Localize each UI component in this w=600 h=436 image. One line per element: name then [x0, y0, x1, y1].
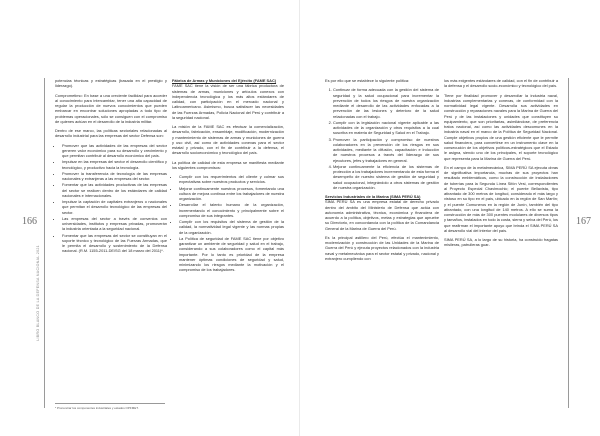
- list-item: 1. Continuar de forma adecuada con la gestión del sistema de seguridad y la salud ocupacional para incrementar la prevención de todos los riesgos de nuestra organización mediante el desarrollo de las actividades enfocadas a la prevención de las lesiones y deterioro de la salud relacionadas con el trabajo.: [333, 87, 439, 119]
- left-column-1: [55, 78, 167, 258]
- right-column-1: [325, 78, 439, 265]
- paragraph: Comprometimo: En base a una creciente facilidad para acceder al conocimiento para intercambiar, tener una alta capacidad de regular la producción de nuevos conocimientos que pueden embarcar en encontrar soluciones apropiadas a todo tipo de problemas operacionales, sólo se consiguen con el compromiso de quienes actúan en el desarrollo de la industria militar.: [55, 92, 167, 124]
- list-item: • Impulsar en las empresas del sector el desarrollo científico y tecnológico, y productivo hacia la tecnología.: [62, 159, 167, 170]
- list-item: • Mejorar continuamente nuestros procesos, fomentando una cultura de mejora continua entre los trabajadores de nuestra organización.: [179, 186, 284, 202]
- paragraph: FAME SAC tiene la visión de ser una fábrica productora de sistemas de armas, municiones y artículos conexos con independencia tecnológica y los más altos estándares de calidad, con participación en el mercado nacional y Latinoamericano. Asimismo, busca satisfacer las necesidades de las Fuerzas Armadas, Policía Nacional del Perú y contribuir a la seguridad nacional.: [172, 83, 284, 120]
- safety-list: [325, 87, 439, 190]
- paragraph: Es la principal astillero del Perú, efectúa el mantenimiento, modernización y construcción de las Unidades de la Marina de Guerra del Perú y ejecuta proyectos relacionados con la industria naval y metalmecánica para el sector estatal y privado, nacional y extranjero cumpliendo con: [325, 234, 439, 261]
- right-margin-rule: [568, 78, 569, 408]
- footnote: * Pronunciar los componentes industriales y estados OPFMET.: [55, 403, 165, 410]
- right-column-2: [444, 78, 558, 252]
- list-item: • Promover que las actividades de las empresas del sector generen valor económico para su desarrollo y crecimiento y que permitan contribuir al desarrollo económico del país.: [62, 143, 167, 159]
- policy-list: [55, 143, 167, 254]
- paragraph: La misión de la FAME SAC es efectuar la comercialización, desarrollo, fabricación, ensamblaje, modificación, modernización y mantenimiento de sistemas de armas y municiones de guerra y uso civil, así como de actividades conexas para el sector estatal y privado, con el fin de contribuir a la defensa, el desarrollo socioeconómico y tecnológico del país.: [172, 124, 284, 156]
- list-item: 2. Cumplir con la legislación nacional vigente aplicable a las actividades de la organización y otros requisitos a la cual suscriba en materia de Seguridad y Salud en el Trabajo.: [333, 120, 439, 136]
- paragraph: SIMA PERÚ SA, a lo largo de su historia, ha construido fragatas misileras, patrulleras guar-: [444, 237, 558, 248]
- quality-list: [172, 174, 284, 273]
- left-page-number: 166: [22, 216, 37, 227]
- paragraph: La política de calidad de esta empresa se manifiesta mediante los siguientes compromisos:: [172, 159, 284, 170]
- paragraph: En el campo de la metalmecánica, SIMA PERÚ SA ejecuta obras de significativa importancia, muchas de sus proyectos han resultado emblemáticos, como la construcción de instalaciones de tuberías para la Segunda Línea Sifón Vesi, correspondientes al Proyecto Especial Chavimochic; el puente Bellavista, tipo atirantado de 300 metros de longitud, considerado el más largo y vistoso en su tipo en el país, ubicado en la región de San Martín; y el puente Comuneros en la región de Junín, también del tipo atirantado, con una longitud de 140 metros. A ello se suma la construcción de más de 300 puentes modulares de diversos tipos y tamaños, instalados en todo la costa, sierra y selva del Perú, los que reafirman el importante apoyo que brinda el SIMA PERÚ SA al desarrollo vial del interior del país.: [444, 164, 558, 233]
- list-item: • Impulsar la captación de capitales extranjeros o nacionales que permitan el desarrollo tecnológico de las empresas del sector.: [62, 199, 167, 215]
- paragraph: potencias técnicas y estratégicas (basada en el prestigio y liderazgo).: [55, 78, 167, 89]
- right-page-number: 167: [576, 216, 591, 227]
- list-item: • Promover la transferencia de tecnología de las empresas nacionales y extranjeras a las empresas del sector.: [62, 171, 167, 182]
- left-column-2: [172, 78, 284, 277]
- left-margin-rule: [44, 78, 45, 408]
- paragraph: SIMA PERÚ SA es una empresa estatal de derecho privado dentro del ámbito del Ministerio de Defensa que actúa con autonomía administrativa, técnica, económica y financiera de acuerdo a la política, objetivos, metas y estrategias que apruebe su Directorio, en concordancia con la política de la Comandancia General de la Marina de Guerra del Perú.: [325, 199, 439, 231]
- section-heading: Fábrica de Armas y Municiones del Ejército (FAME SAC): [172, 78, 277, 83]
- section-heading: Servicios Industriales de la Marina (SIMA PERÚ SA): [325, 194, 421, 199]
- list-item: • La Política de seguridad de FAME SAC tiene por objetivo garantizar un ambiente de seguridad y salud en el trabajo, considerando a sus colaboradores como el capital más importante. Por lo tanto es prioridad de la empresa mantener óptimas condiciones de seguridad y salud, minimizando los riesgos mediante la motivación y el compromiso de los trabajadores.: [179, 236, 284, 273]
- running-title: LIBRO BLANCO DE LA DEFENSA NACIONAL 2021: [36, 245, 40, 341]
- paragraph: Es por ello que se establece lo siguiente política:: [325, 78, 410, 83]
- list-item: • Cumplir con los requerimientos del cliente y colmar sus expectativas sobre nuestros productos y servicios.: [179, 174, 284, 185]
- list-item: • Desarrollar el talento humano de la organización, incrementando el conocimiento y principalmente sobre el compromiso de sus integrantes.: [179, 202, 284, 218]
- list-item: • Las empresas del sector a través de convenios con universidades, institutos y empresas privadas, promoverán la industria orientada a la seguridad nacional.: [62, 216, 167, 232]
- list-item: • Cumplir con los requisitos del sistema de gestión de la calidad, la normatividad legal vigente y las normas propias de la organización.: [179, 219, 284, 235]
- right-page: [300, 0, 600, 436]
- list-item: 4. Mejorar continuamente la eficiencia de los sistemas de protección a los trabajadores incrementando de esta forma el desempeño de nuestro sistema de gestión de seguridad y salud ocupacional, integrándolo a otros sistemas de gestión de nuestra organización.: [333, 164, 439, 190]
- paragraph: Tiene por finalidad promover y desarrollar la industria naval, industrias complementarias y conexas, de conformidad con la normatividad legal vigente. Desarrolla sus actividades en construcción y reparaciones navales para la Marina de Guerra del Perú y de las instalaciones y unidades que constituyen su equipamiento, que son prioritarias, asimilándose, de preferencia tratos nacional, así como las actividades descomunes en la industria naval en el marco de la Política de Seguridad Nacional. Cumple objetivos propios de una gestión eficiente que le permite salud financiera, para convertirse en un instrumento clave en la consecución de los objetivos políticos-estratégicos que el Estado le asigna, siendo uno de los principales, el soporte tecnológico que representa para la Marina de Guerra del Perú.: [444, 92, 558, 161]
- list-item: • Fomentar que las empresas del sector se constituyan en el soporte técnico y tecnológico de las Fuerzas Armadas, que le permita el desarrollo y sostenimiento de la Defensa nacional. (R.M. 1155-2011-DE/SG del 18 marzo del 2011)*.: [62, 233, 167, 254]
- paragraph: Dentro de ese marco, las políticas sectoriales relacionadas al desarrollo industrial para las empresas del sector Defensa son:: [55, 128, 167, 139]
- list-item: 3. Promover la participación y compromiso de nuestros colaboradores en la prevención de los riesgos en sus actividades, mediante la difusión, capacitación e inducción de nuestros procesos a través del liderazgo de sus ejecutores, jefes y trabajadores en general.: [333, 137, 439, 163]
- paragraph: los más exigentes estándares de calidad, con el fin de contribuir a la defensa y el desarrollo socio-económico y tecnológico del país.: [444, 78, 558, 89]
- list-item: • Fomentar que las actividades productivas de las empresas del sector se realicen dentro de los estándares de calidad nacionales e internacionales.: [62, 182, 167, 198]
